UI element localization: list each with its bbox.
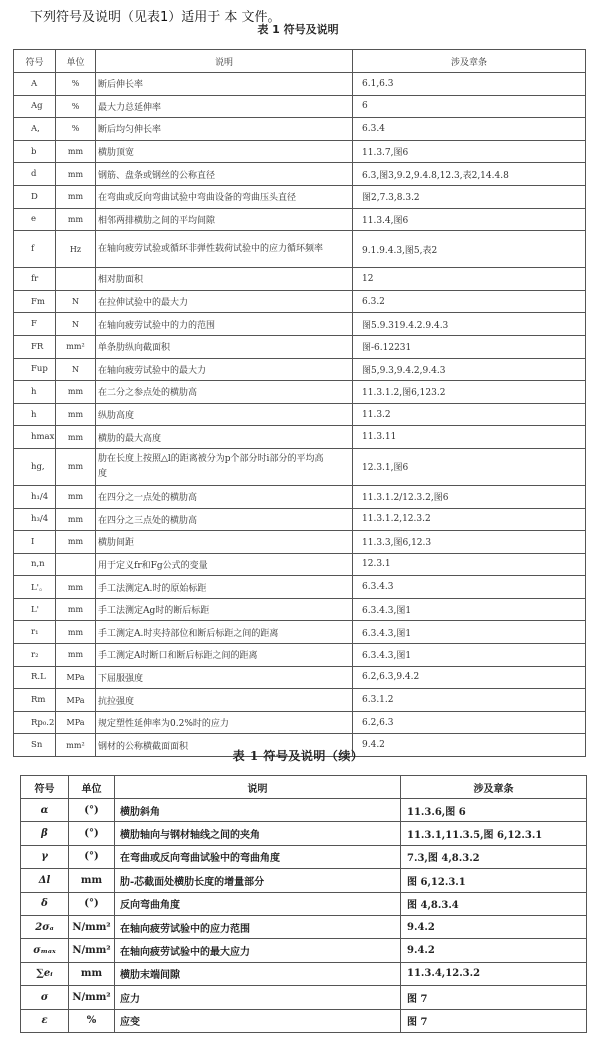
cell-sections: 11.3.2 xyxy=(353,403,586,426)
cell-sections: 6.2,6.3 xyxy=(353,711,586,734)
cell-sections: 11.3.1.2,图6,123.2 xyxy=(353,381,586,404)
cell-unit: mm xyxy=(56,508,96,531)
cell-symbol: Rm xyxy=(14,689,56,712)
cell-symbol: ∑eᵢ xyxy=(21,962,69,985)
cell-unit: % xyxy=(56,73,96,96)
cell-sections: 图 6,12.3.1 xyxy=(401,869,587,892)
cell-sections: 11.3.1,11.3.5,图 6,12.3.1 xyxy=(401,822,587,845)
header-sections: 涉及章条 xyxy=(401,776,587,799)
cell-unit: MPa xyxy=(56,689,96,712)
table-row xyxy=(21,939,587,962)
cell-symbol: f xyxy=(14,231,56,268)
cell-sections: 7.3,图 4,8.3.2 xyxy=(401,845,587,868)
cell-sections: 11.3.6,图 6 xyxy=(401,799,587,822)
table-row xyxy=(14,95,586,118)
cell-unit: mm xyxy=(56,621,96,644)
cell-unit: mm xyxy=(56,485,96,508)
table-row xyxy=(14,598,586,621)
cell-unit: mm xyxy=(56,140,96,163)
table-row xyxy=(14,621,586,644)
table-row xyxy=(14,163,586,186)
cell-unit: Hz xyxy=(56,231,96,268)
cell-description: 在轴向疲劳试验中的力的范围 xyxy=(96,313,353,336)
table-row xyxy=(21,986,587,1009)
cell-symbol: A, xyxy=(14,118,56,141)
cell-description: 最大力总延伸率 xyxy=(96,95,353,118)
table2-body xyxy=(21,799,587,1033)
cell-sections: 11.3.7,图6 xyxy=(353,140,586,163)
table1-header-row xyxy=(14,50,586,73)
cell-description: 在四分之三点处的横肋高 xyxy=(96,508,353,531)
cell-symbol: r₁ xyxy=(14,621,56,644)
cell-sections: 11.3.1.2/12.3.2,图6 xyxy=(353,485,586,508)
cell-unit: (°) xyxy=(69,845,115,868)
cell-unit: (°) xyxy=(69,799,115,822)
cell-sections: 11.3.4,图6 xyxy=(353,208,586,231)
cell-unit xyxy=(56,553,96,576)
cell-description: 在拉伸试验中的最大力 xyxy=(96,290,353,313)
cell-unit: mm xyxy=(56,185,96,208)
cell-unit: mm xyxy=(69,869,115,892)
cell-description: 规定塑性延伸率为0.2%时的应力 xyxy=(96,711,353,734)
cell-description: 手工法测定A.时的原始标距 xyxy=(96,576,353,599)
cell-sections: 图 4,8.3.4 xyxy=(401,892,587,915)
cell-symbol: h₁/4 xyxy=(14,485,56,508)
table-row xyxy=(14,290,586,313)
cell-description: 钢筋、盘条或钢丝的公称直径 xyxy=(96,163,353,186)
cell-description: 钢材的公称横截面面积 xyxy=(96,734,353,757)
cell-sections: 11.3.1.2,12.3.2 xyxy=(353,508,586,531)
cell-description: 断后伸长率 xyxy=(96,73,353,96)
cell-description: 横肋的最大高度 xyxy=(96,426,353,449)
cell-symbol: FR xyxy=(14,335,56,358)
symbols-table xyxy=(13,49,586,757)
cell-unit xyxy=(56,268,96,291)
cell-sections: 12 xyxy=(353,268,586,291)
cell-description: 在轴向疲劳试验中的最大力 xyxy=(96,358,353,381)
cell-description: 纵肋高度 xyxy=(96,403,353,426)
cell-unit: mm² xyxy=(56,335,96,358)
cell-description: 手工法测定Ag时的断后标距 xyxy=(96,598,353,621)
table-row xyxy=(21,845,587,868)
cell-symbol: d xyxy=(14,163,56,186)
cell-symbol: L'。 xyxy=(14,576,56,599)
cell-description: 在轴向疲劳试验或循环非弹性载荷试验中的应力循环频率 xyxy=(96,231,353,268)
table-row xyxy=(14,358,586,381)
cell-sections: 12.3.1 xyxy=(353,553,586,576)
cell-description: 单条肋纵向截面积 xyxy=(96,335,353,358)
cell-unit: mm xyxy=(56,163,96,186)
symbols-table-continued xyxy=(20,775,587,1033)
cell-sections: 6.3.4 xyxy=(353,118,586,141)
cell-description: 在轴向疲劳试验中的应力范围 xyxy=(115,915,401,938)
cell-symbol: hg, xyxy=(14,448,56,485)
table-row xyxy=(21,799,587,822)
cell-symbol: b xyxy=(14,140,56,163)
cell-symbol: F xyxy=(14,313,56,336)
cell-symbol: D xyxy=(14,185,56,208)
cell-symbol: 2σₐ xyxy=(21,915,69,938)
table-row xyxy=(14,553,586,576)
cell-symbol: α xyxy=(21,799,69,822)
cell-symbol: L' xyxy=(14,598,56,621)
cell-sections: 图5,9.3,9.4.2,9.4.3 xyxy=(353,358,586,381)
cell-sections: 图 7 xyxy=(401,986,587,1009)
cell-description: 应变 xyxy=(115,1009,401,1032)
cell-unit: mm xyxy=(56,426,96,449)
cell-description: 用于定义fr和Fg公式的变量 xyxy=(96,553,353,576)
header-description: 说明 xyxy=(115,776,401,799)
cell-symbol: Fup xyxy=(14,358,56,381)
cell-unit: MPa xyxy=(56,666,96,689)
cell-sections: 6.3.4.3 xyxy=(353,576,586,599)
cell-description: 反向弯曲角度 xyxy=(115,892,401,915)
cell-symbol: Rp₀.2 xyxy=(14,711,56,734)
table-row xyxy=(21,1009,587,1032)
cell-unit: mm xyxy=(56,644,96,667)
table-row xyxy=(14,644,586,667)
cell-unit: mm xyxy=(56,598,96,621)
cell-symbol: σₘₐₓ xyxy=(21,939,69,962)
cell-sections: 图2,7.3,8.3.2 xyxy=(353,185,586,208)
table-row xyxy=(14,666,586,689)
cell-description: 下屈服强度 xyxy=(96,666,353,689)
table-row xyxy=(14,689,586,712)
table-row xyxy=(14,485,586,508)
table-row xyxy=(14,426,586,449)
cell-unit: N xyxy=(56,290,96,313)
cell-symbol: γ xyxy=(21,845,69,868)
cell-sections: 11.3.11 xyxy=(353,426,586,449)
cell-unit: MPa xyxy=(56,711,96,734)
cell-sections: 6.2,6.3,9.4.2 xyxy=(353,666,586,689)
cell-description: 横肋间距 xyxy=(96,531,353,554)
cell-sections: 图5.9.319.4.2.9.4.3 xyxy=(353,313,586,336)
cell-description: 横肋末端间隙 xyxy=(115,962,401,985)
cell-sections: 9.4.2 xyxy=(401,939,587,962)
cell-sections: 6 xyxy=(353,95,586,118)
cell-description: 相邻两排横肋之间的平均间隙 xyxy=(96,208,353,231)
cell-symbol: I xyxy=(14,531,56,554)
header-symbol: 符号 xyxy=(14,50,56,73)
cell-symbol: ε xyxy=(21,1009,69,1032)
header-description: 说明 xyxy=(96,50,353,73)
cell-description: 断后均匀伸长率 xyxy=(96,118,353,141)
table-row xyxy=(14,140,586,163)
table-row xyxy=(14,576,586,599)
table-row xyxy=(14,118,586,141)
cell-description: 在四分之一点处的横肋高 xyxy=(96,485,353,508)
cell-description: 肋-芯截面处横肋长度的增量部分 xyxy=(115,869,401,892)
table-row xyxy=(14,73,586,96)
table-row xyxy=(14,313,586,336)
header-unit: 单位 xyxy=(56,50,96,73)
cell-symbol: n,n xyxy=(14,553,56,576)
header-unit: 单位 xyxy=(69,776,115,799)
cell-unit: N/mm² xyxy=(69,939,115,962)
cell-unit: mm xyxy=(56,208,96,231)
cell-description: 相对肋面积 xyxy=(96,268,353,291)
cell-symbol: fr xyxy=(14,268,56,291)
cell-symbol: h₃/4 xyxy=(14,508,56,531)
cell-symbol: Δl xyxy=(21,869,69,892)
cell-symbol: R.L xyxy=(14,666,56,689)
table2-header-row xyxy=(21,776,587,799)
table-row xyxy=(21,822,587,845)
cell-unit: % xyxy=(56,95,96,118)
cell-symbol: β xyxy=(21,822,69,845)
cell-unit: mm xyxy=(56,381,96,404)
cell-description: 在轴向疲劳试验中的最大应力 xyxy=(115,939,401,962)
cell-symbol: e xyxy=(14,208,56,231)
cell-description: 抗拉强度 xyxy=(96,689,353,712)
cell-unit: mm² xyxy=(56,734,96,757)
cell-unit: % xyxy=(69,1009,115,1032)
table-row xyxy=(21,869,587,892)
table-row xyxy=(14,381,586,404)
cell-unit: N/mm² xyxy=(69,915,115,938)
table-row xyxy=(14,711,586,734)
cell-symbol: A xyxy=(14,73,56,96)
cell-symbol: Sn xyxy=(14,734,56,757)
cell-description: 肋在长度上按照△l的距离被分为p个部分时i部分的平均高度 xyxy=(96,448,353,485)
cell-unit: (°) xyxy=(69,822,115,845)
table2-caption: 表 1 符号及说明（续） xyxy=(232,749,364,763)
cell-unit: (°) xyxy=(69,892,115,915)
cell-sections: 图 7 xyxy=(401,1009,587,1032)
table-row xyxy=(14,403,586,426)
cell-unit: mm xyxy=(56,403,96,426)
cell-symbol: Fm xyxy=(14,290,56,313)
cell-symbol: Ag xyxy=(14,95,56,118)
cell-unit: mm xyxy=(56,531,96,554)
table-row xyxy=(14,268,586,291)
cell-description: 在弯曲或反向弯曲试验中的弯曲角度 xyxy=(115,845,401,868)
header-sections: 涉及章条 xyxy=(353,50,586,73)
cell-description: 横肋斜角 xyxy=(115,799,401,822)
table1-body xyxy=(14,73,586,757)
cell-sections: 6.3,图3,9.2,9.4.8,12.3,表2,14.4.8 xyxy=(353,163,586,186)
cell-unit: N xyxy=(56,313,96,336)
intro-text: 下列符号及说明（见表1）适用于 本 文件。 xyxy=(30,10,281,25)
table-row xyxy=(14,448,586,485)
table-row xyxy=(14,508,586,531)
cell-description: 在弯曲或反向弯曲试验中弯曲设备的弯曲压头直径 xyxy=(96,185,353,208)
cell-unit: N xyxy=(56,358,96,381)
table-row xyxy=(21,892,587,915)
cell-unit: % xyxy=(56,118,96,141)
cell-sections: 6.3.1.2 xyxy=(353,689,586,712)
cell-sections: 图-6.12231 xyxy=(353,335,586,358)
cell-sections: 6.3.4.3,图1 xyxy=(353,621,586,644)
table1-caption: 表 1 符号及说明 xyxy=(257,23,339,36)
cell-description: 手工测定A.时夹持部位和断后标距之间的距离 xyxy=(96,621,353,644)
cell-sections: 6.3.4.3,图1 xyxy=(353,644,586,667)
cell-unit: mm xyxy=(56,576,96,599)
table-row xyxy=(21,915,587,938)
cell-symbol: δ xyxy=(21,892,69,915)
cell-description: 在二分之参点处的横肋高 xyxy=(96,381,353,404)
table-row xyxy=(14,231,586,268)
cell-sections: 12.3.1,图6 xyxy=(353,448,586,485)
cell-symbol: h xyxy=(14,381,56,404)
cell-symbol: hmax xyxy=(14,426,56,449)
cell-symbol: h xyxy=(14,403,56,426)
cell-sections: 11.3.4,12.3.2 xyxy=(401,962,587,985)
cell-sections: 6.3.2 xyxy=(353,290,586,313)
table-row xyxy=(21,962,587,985)
cell-sections: 6.3.4.3,图1 xyxy=(353,598,586,621)
cell-description: 应力 xyxy=(115,986,401,1009)
cell-sections: 9.4.2 xyxy=(353,734,586,757)
cell-description: 手工测定A时断口和断后标距之间的距离 xyxy=(96,644,353,667)
cell-unit: N/mm² xyxy=(69,986,115,1009)
cell-unit: mm xyxy=(56,448,96,485)
cell-description: 横肋顶宽 xyxy=(96,140,353,163)
cell-unit: mm xyxy=(69,962,115,985)
header-symbol: 符号 xyxy=(21,776,69,799)
cell-sections: 9.1.9.4.3,图5,表2 xyxy=(353,231,586,268)
cell-sections: 11.3.3,图6,12.3 xyxy=(353,531,586,554)
cell-symbol: σ xyxy=(21,986,69,1009)
table-row xyxy=(14,208,586,231)
cell-description: 横肋轴向与钢材轴线之间的夹角 xyxy=(115,822,401,845)
table-row xyxy=(14,335,586,358)
cell-sections: 9.4.2 xyxy=(401,915,587,938)
table-row xyxy=(14,531,586,554)
cell-sections: 6.1,6.3 xyxy=(353,73,586,96)
table-row xyxy=(14,185,586,208)
cell-symbol: r₂ xyxy=(14,644,56,667)
